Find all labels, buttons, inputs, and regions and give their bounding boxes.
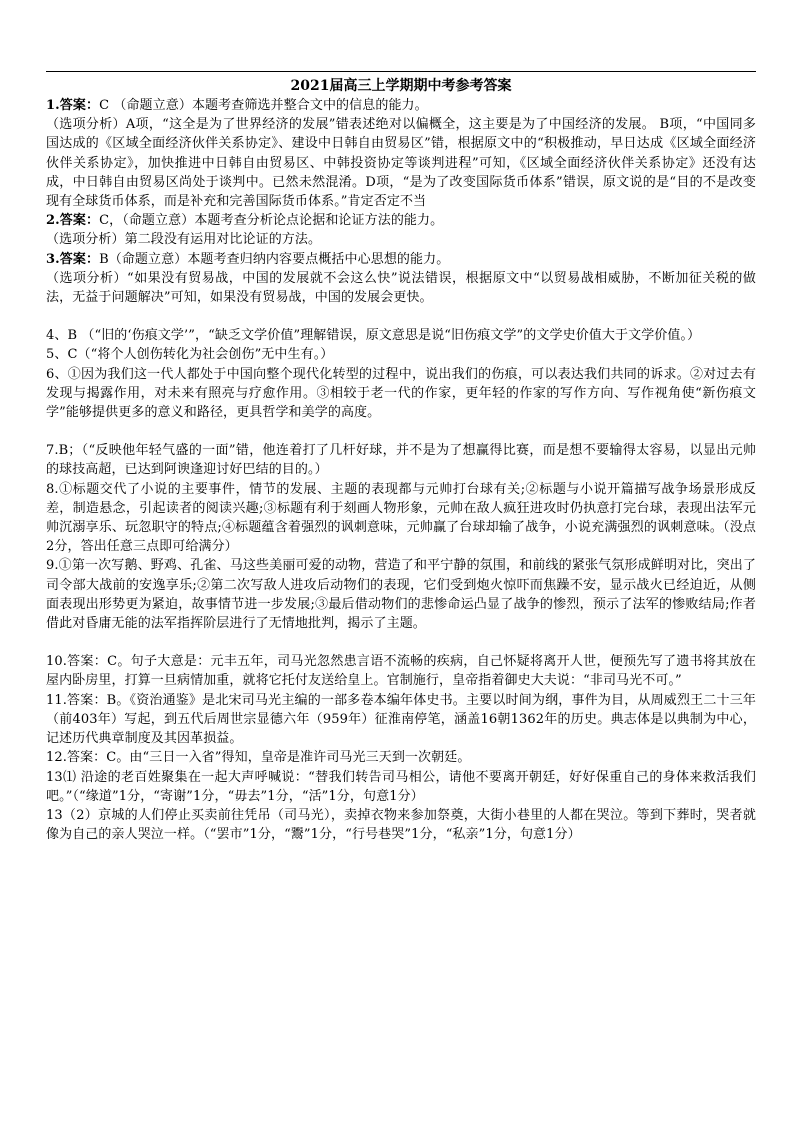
- answer-label: 3.答案：: [46, 251, 100, 267]
- header-rule: [46, 71, 756, 72]
- answer-paragraph: [46, 345, 756, 364]
- answer-text: （选项分析）A项，“这全是为了世界经济的发展”错表述绝对以偏概全，这主要是为了中国经济的发展。 B项，“中国同多国达成的《区域全面经济伙伴关系协定》、建设中日韩自由贸易区”错，根据原文中的“积极推动，早日达成《区域全面经济伙伴关系协定》，加快推进中日韩自由贸易区、中韩投资协定等谈判进程”可知，《区域全面经济伙伴关系协定》还没有达成，中日韩自由贸易区尚处于谈判中。已然未然混淆。D项，“是为了改变国际货币体系”错误，原文说的是“目的不是改变现有全球货币体系，而是补充和完善国际货币体系。”肯定否定不当: [46, 117, 756, 210]
- answer-text: 10.答案：C。句子大意是：元丰五年，司马光忽然患言语不流畅的疾病，自己怀疑将离开人世，便预先写了遗书将其放在屋内卧房里，打算一旦病情加重，就将它托付友送给皇上。官制施行，皇帝指着御史大夫说：“非司马光不可。”: [46, 654, 756, 689]
- answer-paragraph: [46, 691, 756, 749]
- answer-content: [46, 96, 756, 844]
- answer-label: 1.答案：: [46, 98, 100, 113]
- answer-sheet: [46, 71, 756, 844]
- blank-line: [46, 307, 756, 326]
- answer-text: B（命题立意）本题考查归纳内容要点概括中心思想的能力。: [99, 251, 450, 267]
- answer-paragraph: [46, 269, 756, 307]
- answer-paragraph: [46, 326, 756, 345]
- answer-paragraph: [46, 806, 756, 844]
- answer-paragraph: [46, 441, 756, 479]
- answer-text: 6、①因为我们这一代人都处于中国向整个现代化转型的过程中，说出我们的伤痕，可以表达我们共同的诉求。②对过去有发现与揭露作用，对未来有照亮与疗愈作用。③相较于老一代的作家，更年轻的作家的写作方向、写作视角使“新伤痕文学”能够提供更多的意义和路径，更具哲学和美学的高度。: [46, 366, 756, 421]
- answer-paragraph: [46, 480, 756, 557]
- answer-text: 13（2）京城的人们停止买卖前往凭吊（司马光），卖掉衣物来参加祭奠，大街小巷里的人都在哭泣。等到下葬时，哭者就像为自己的亲人哭泣一样。（“罢市”1分，“鬻”1分，“行号巷哭”1分，“私亲”1分，句意1分）: [46, 807, 756, 843]
- answer-paragraph: [46, 115, 756, 211]
- answer-text: 4、B （“旧的‘伤痕文学’”，“缺乏文学价值”理解错误，原文意思是说“旧伤痕文学”的文学史价值大于文学价值。）: [46, 328, 701, 344]
- answer-text: （选项分析）“如果没有贸易战，中国的发展就不会这么快”说法错误，根据原文中“以贸易战相威胁，不断加征关税的做法，无益于问题解决”可知，如果没有贸易战，中国的发展会更快。: [46, 270, 756, 306]
- answer-text: C，（命题立意）本题考查分析论点论据和论证方法的能力。: [99, 213, 444, 229]
- answer-text: 13⑴ 沿途的老百姓聚集在一起大声呼喊说：“替我们转告司马相公，请他不要离开朝廷，好好保重自己的身体来救活我们吧。”（“缘道”1分，“寄谢”1分，“毋去”1分，“活”1分，句意1分）: [46, 769, 756, 804]
- answer-paragraph: [46, 365, 756, 423]
- answer-paragraph: [46, 556, 756, 633]
- blank-line: [46, 422, 756, 441]
- answer-paragraph: [46, 652, 756, 690]
- answer-text: （选项分析）第二段没有运用对比论证的方法。: [46, 232, 322, 248]
- blank-line: [46, 633, 756, 652]
- answer-text: 8.①标题交代了小说的主要事件，情节的发展、主题的表现都与元帅打台球有关;②标题与小说开篇描写战争场景形成反差，制造悬念，引起读者的阅读兴趣;③标题有利于刻画人物形象，元帅在敌人疯狂进攻时仍执意打完台球，表现出法军元帅沉溺享乐、玩忽职守的特点;④标题蕴含着强烈的讽刺意味，元帅赢了台球却输了战争，小说充满强烈的讽刺意味。（没点2分，答出任意三点即可给满分）: [46, 481, 756, 555]
- answer-paragraph: [46, 250, 756, 269]
- answer-text: 7.B；（“反映他年轻气盛的一面”错，他连着打了几杆好球，并不是为了想赢得比赛，而是想不要输得太容易，以显出元帅的球技高超，已达到阿谀逢迎讨好巴结的目的。）: [46, 443, 756, 478]
- answer-paragraph: [46, 211, 756, 230]
- answer-text: 12.答案：C。由“三日一入省”得知，皇帝是准许司马光三天到一次朝廷。: [46, 750, 471, 766]
- answer-text: 5、C（“将个人创伤转化为社会创伤”无中生有。）: [46, 347, 334, 363]
- answer-label: 2.答案：: [46, 213, 100, 229]
- answer-paragraph: [46, 768, 756, 806]
- answer-text: 11.答案：B。《资治通鉴》是北宋司马光主编的一部多卷本编年体史书。主要以时间为纲，事件为目，从周威烈王二十三年（前403年）写起，到五代后周世宗显德六年（959年）征淮南停笔，涵盖16朝1362年的历史。典志体是以典制为中心，记述历代典章制度及其因革损益。: [46, 692, 756, 747]
- answer-text: 9.①第一次写鹅、野鸡、孔雀、马这些美丽可爱的动物，营造了和平宁静的氛围，和前线的紧张气氛形成鲜明对比，突出了司令部大战前的安逸享乐;②第二次写敌人进攻后动物们的表现，它们受到炮火惊吓而焦躁不安，显示战火已经迫近，从侧面表现出形势更为紧迫，故事情节进一步发展;③最后借动物们的悲惨命运凸显了战争的惨烈，预示了法军的惨败结局;作者借此对昏庸无能的法军指挥阶层进行了无情地批判，揭示了主题。: [46, 558, 756, 632]
- answer-paragraph: [46, 96, 756, 115]
- answer-paragraph: [46, 748, 756, 767]
- answer-text: C （命题立意）本题考查筛选并整合文中的信息的能力。: [99, 98, 428, 113]
- answer-paragraph: [46, 230, 756, 249]
- page-title: 2021届高三上学期期中考参考答案: [290, 78, 512, 94]
